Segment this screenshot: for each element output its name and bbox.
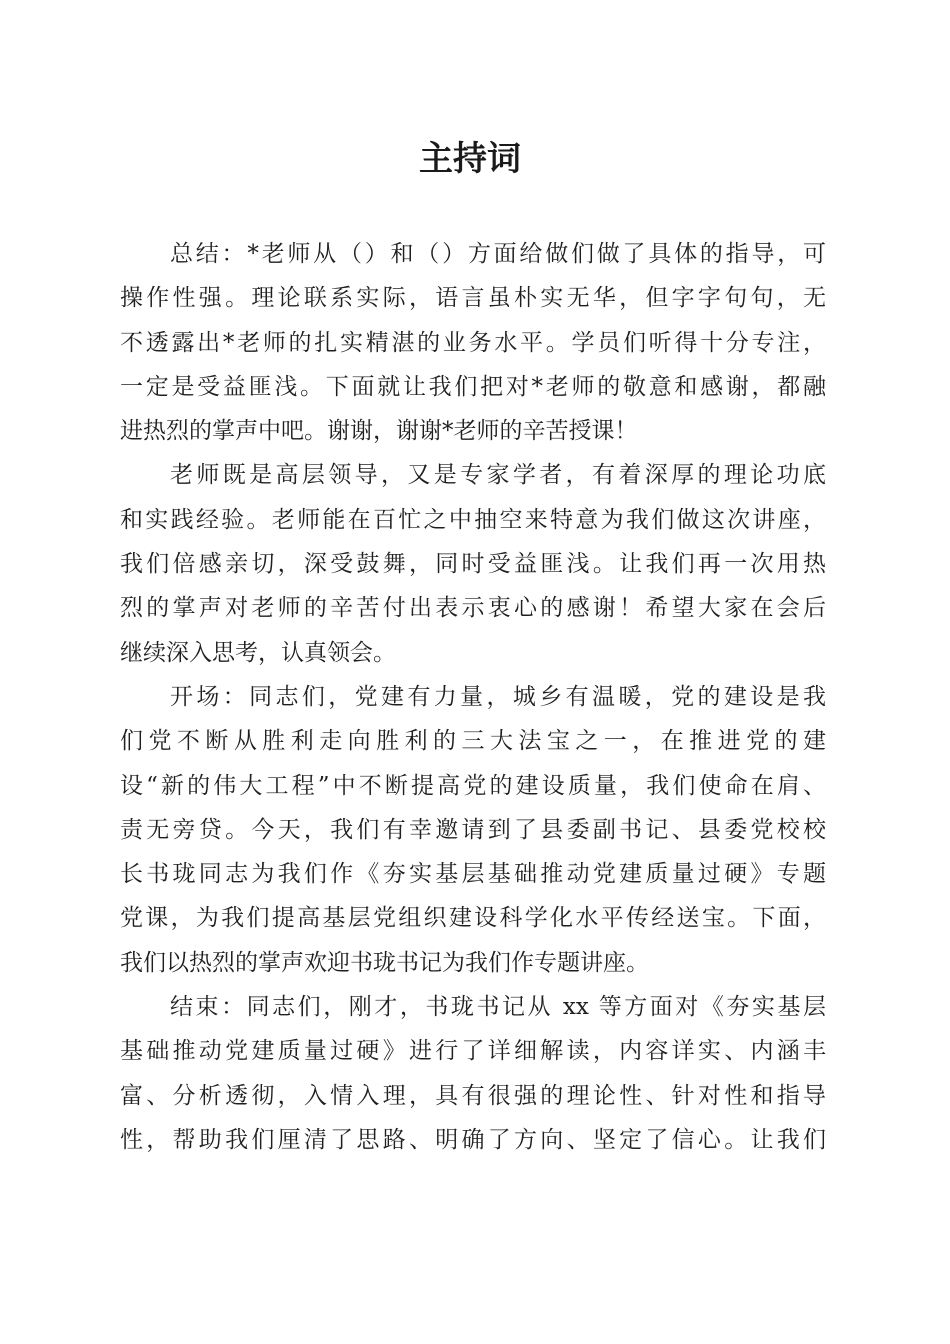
- text-line: 不透露出*老师的扎实精湛的业务水平。学员们听得十分专注，: [120, 329, 826, 356]
- text-line: 操作性强。理论联系实际，语言虽朴实无华，但字字句句，无: [120, 285, 826, 312]
- text-line: 总结：*老师从（）和（）方面给做们做了具体的指导，可: [170, 241, 826, 267]
- text-line: 结束：同志们，刚才，书珑书记从 xx 等方面对《夯实基层: [170, 994, 826, 1021]
- text-line: 基础推动党建质量过硬》进行了详细解读，内容详实、内涵丰: [120, 1038, 826, 1065]
- text-line: 一定是受益匪浅。下面就让我们把对*老师的敬意和感谢，都融: [120, 373, 826, 400]
- text-line: 烈的掌声对老师的辛苦付出表示衷心的感谢！希望大家在会后: [120, 595, 826, 622]
- text-line: 们党不断从胜利走向胜利的三大法宝之一，在推进党的建: [120, 728, 826, 755]
- text-line: 老师既是高层领导，又是专家学者，有着深厚的理论功底: [170, 462, 826, 489]
- document-body: [120, 232, 826, 1162]
- paragraph-teacher: [120, 453, 826, 674]
- text-line: 责无旁贷。今天，我们有幸邀请到了县委副书记、县委党校校: [120, 816, 826, 843]
- text-line: 我们以热烈的掌声欢迎书珑书记为我们作专题讲座。: [120, 949, 649, 976]
- text-line: 性，帮助我们厘清了思路、明确了方向、坚定了信心。让我们: [120, 1126, 826, 1153]
- text-line: 设“新的伟大工程”中不断提高党的建设质量，我们使命在肩、: [120, 772, 826, 799]
- text-line: 富、分析透彻，入情入理，具有很强的理论性、针对性和指导: [120, 1082, 826, 1109]
- text-line: 开场：同志们，党建有力量，城乡有温暖，党的建设是我: [170, 683, 826, 710]
- text-line: 长书珑同志为我们作《夯实基层基础推动党建质量过硬》专题: [120, 861, 826, 888]
- text-line: 继续深入思考，认真领会。: [120, 639, 396, 666]
- paragraph-closing: [120, 985, 826, 1162]
- text-line: 和实践经验。老师能在百忙之中抽空来特意为我们做这次讲座，: [120, 506, 826, 533]
- text-line: 进热烈的掌声中吧。谢谢，谢谢*老师的辛苦授课！: [120, 418, 638, 445]
- text-line: 我们倍感亲切，深受鼓舞，同时受益匪浅。让我们再一次用热: [120, 551, 826, 578]
- paragraph-summary: [120, 232, 826, 453]
- paragraph-opening: [120, 675, 826, 985]
- text-line: 党课，为我们提高基层党组织建设科学化水平传经送宝。下面，: [120, 905, 826, 932]
- document-title: 主持词: [419, 139, 521, 179]
